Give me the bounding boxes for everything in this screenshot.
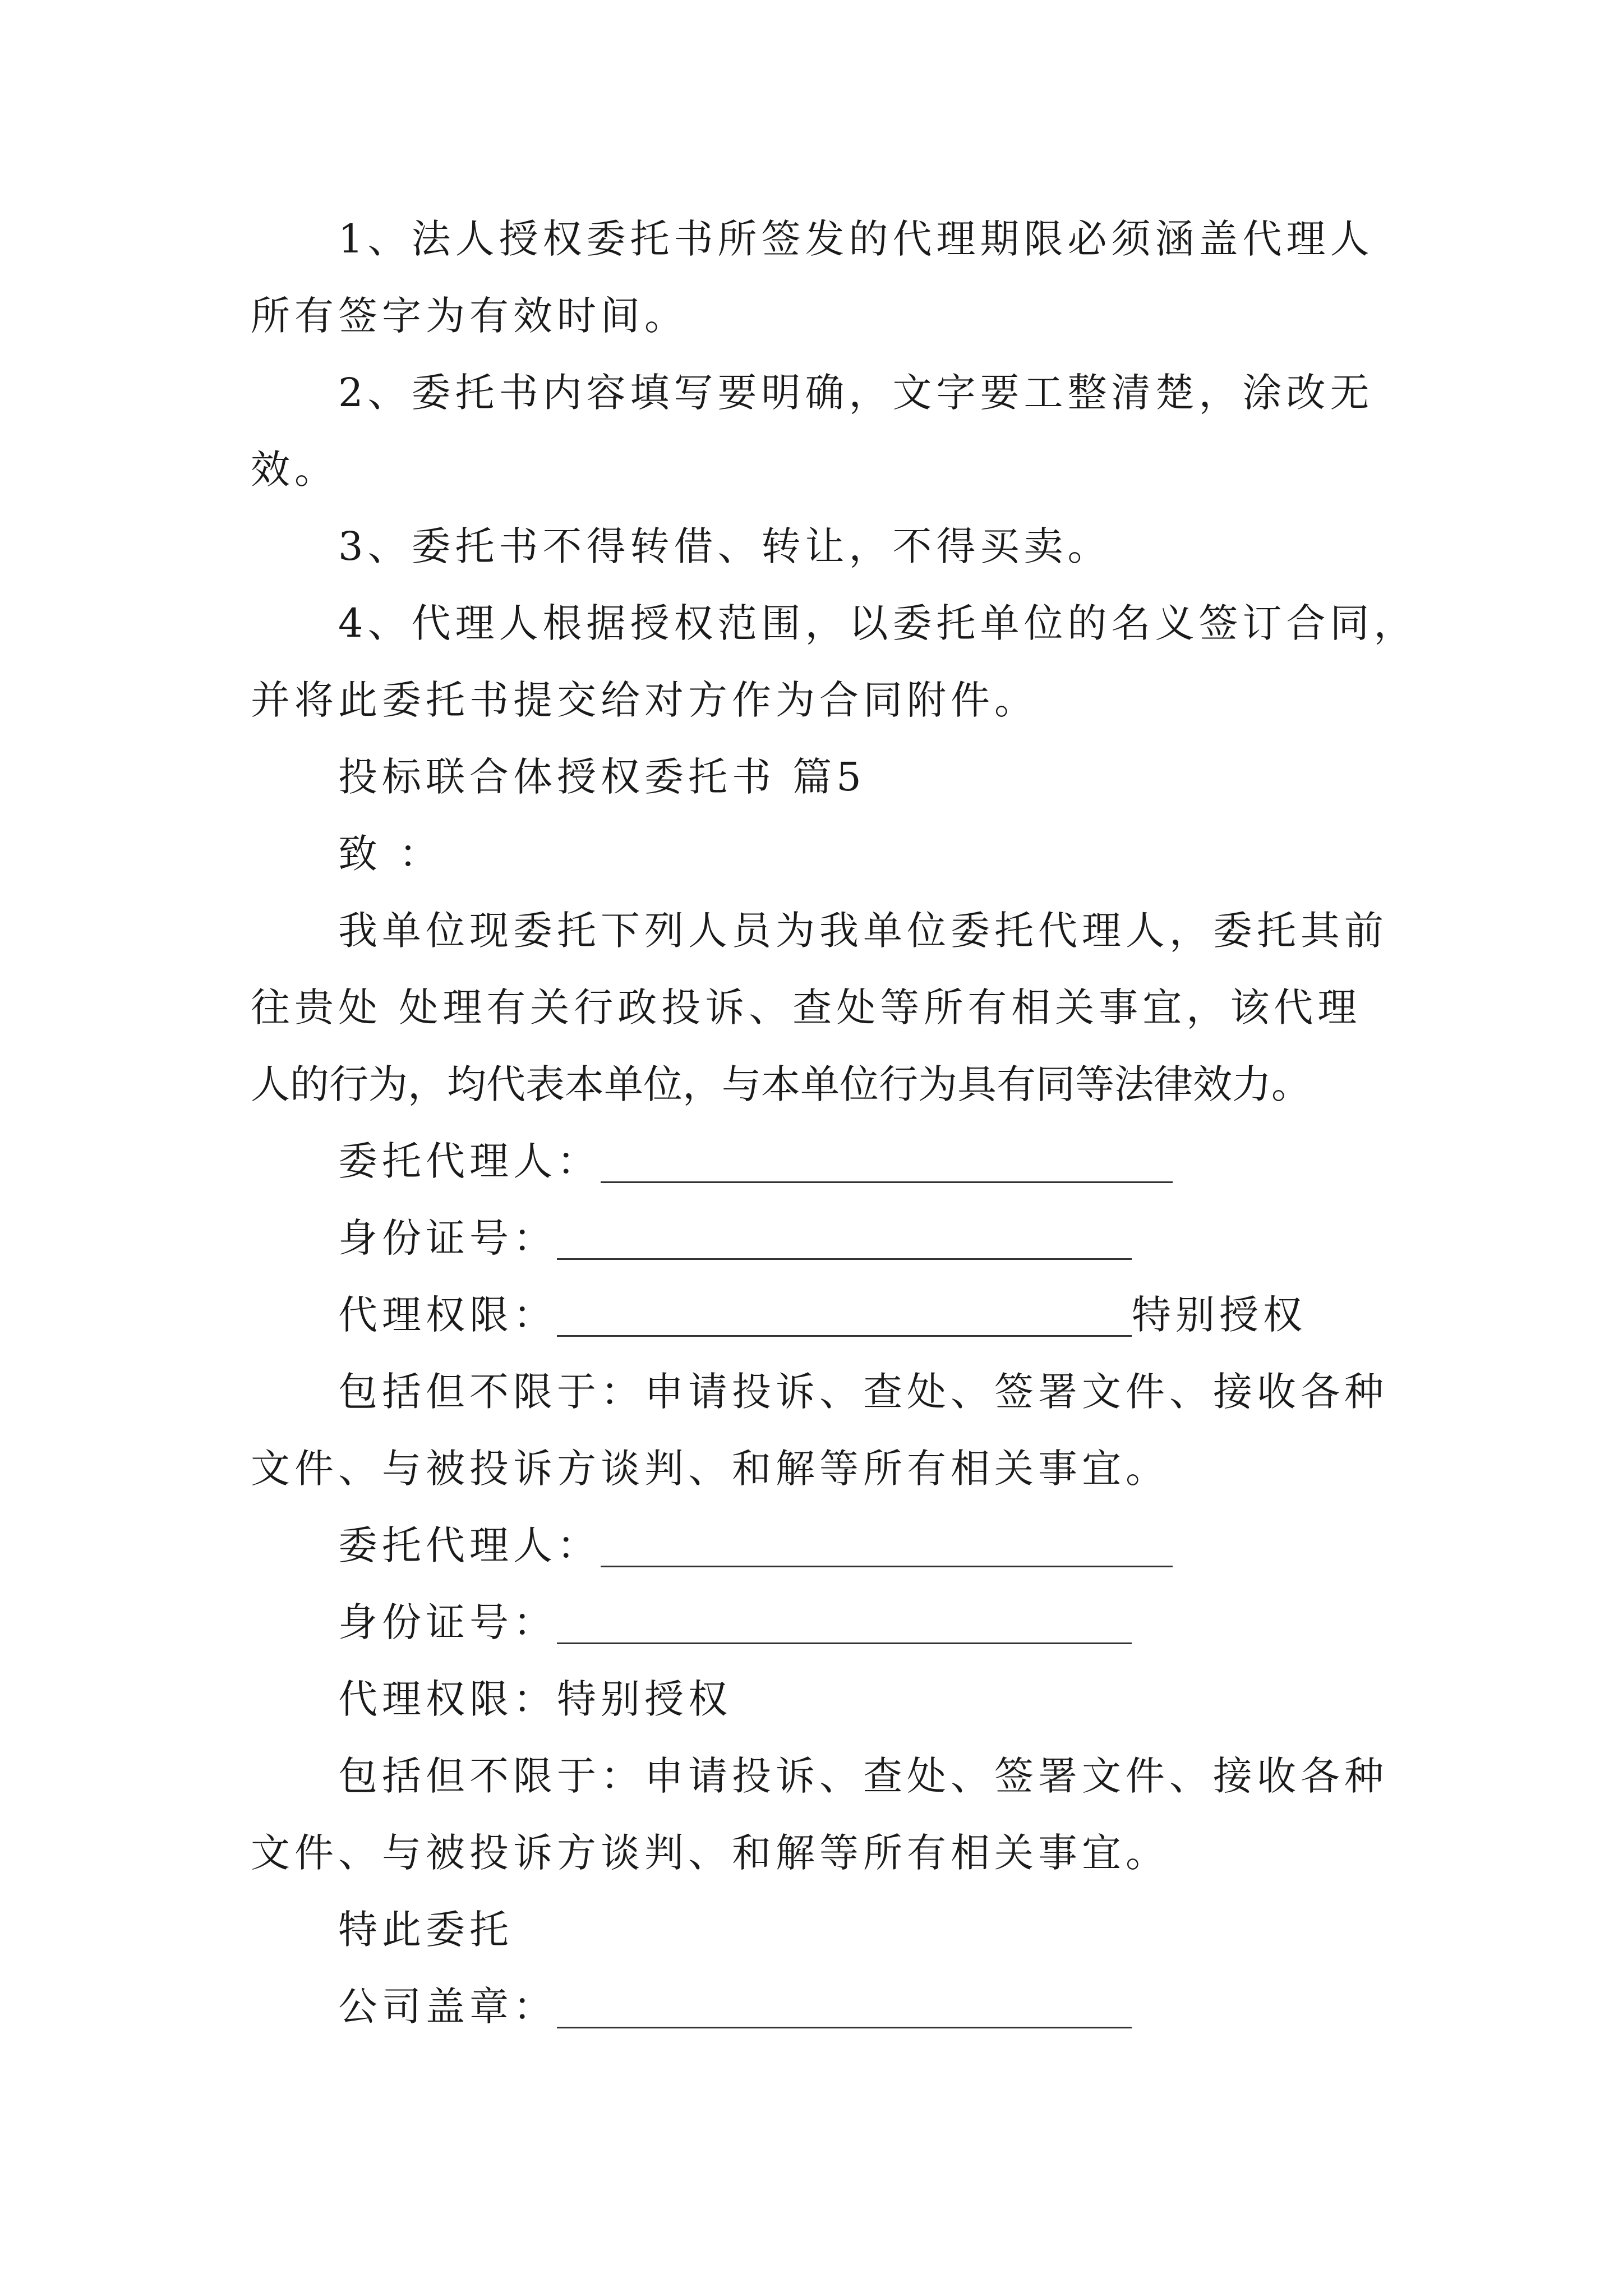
paragraph-line: 1、法人授权委托书所签发的代理期限必须涵盖代理人 <box>338 216 1374 262</box>
closing-text: 特此委托 <box>338 1907 513 1953</box>
id-blank[interactable] <box>557 1642 1132 1644</box>
seal-label: 公司盖章： <box>338 1984 557 2030</box>
section-title: 投标联合体授权委托书 篇5 <box>338 754 866 800</box>
agent-field <box>251 1123 1389 1200</box>
scope-line: 包括但不限于：申请投诉、查处、签署文件、接收各种 <box>338 1753 1388 1799</box>
seal-field <box>251 1968 1389 2045</box>
paragraph-line: 我单位现委托下列人员为我单位委托代理人，委托其前 <box>338 908 1388 954</box>
seal-blank[interactable] <box>557 2027 1132 2028</box>
agent-label: 委托代理人： <box>338 1138 601 1184</box>
addressee-line: 致 ： <box>338 831 443 877</box>
agent-label: 委托代理人： <box>338 1522 601 1568</box>
paragraph-line: 所有签字为有效时间。 <box>251 293 688 339</box>
id-label: 身份证号： <box>338 1215 557 1261</box>
id-field <box>251 1584 1389 1661</box>
scope-line: 包括但不限于：申请投诉、查处、签署文件、接收各种 <box>338 1369 1388 1415</box>
authority-label: 代理权限： <box>338 1292 557 1338</box>
id-field <box>251 1200 1389 1277</box>
paragraph-line: 效。 <box>251 447 338 493</box>
id-label: 身份证号： <box>338 1599 557 1645</box>
paragraph-line: 4、代理人根据授权范围，以委托单位的名义签订合同， <box>338 600 1418 646</box>
authority-suffix: 特别授权 <box>1132 1292 1307 1338</box>
agent-field <box>251 1507 1389 1584</box>
agent-blank[interactable] <box>601 1566 1173 1567</box>
paragraph-line: 往贵处 处理有关行政投诉、查处等所有相关事宜，该代理 <box>251 984 1362 1030</box>
authority-text: 代理权限：特别授权 <box>338 1676 732 1722</box>
scope-line: 文件、与被投诉方谈判、和解等所有相关事宜。 <box>251 1830 1169 1876</box>
paragraph-line: 3、委托书不得转借、转让，不得买卖。 <box>338 523 1112 569</box>
document-body <box>251 201 1418 2045</box>
paragraph-line: 人的行为，均代表本单位，与本单位行为具有同等法律效力。 <box>251 1061 1311 1107</box>
id-blank[interactable] <box>557 1258 1132 1260</box>
authority-blank[interactable] <box>557 1335 1132 1337</box>
authority-field <box>251 1277 1389 1354</box>
agent-blank[interactable] <box>601 1181 1173 1183</box>
paragraph-line: 并将此委托书提交给对方作为合同附件。 <box>251 677 1038 723</box>
paragraph-line: 2、委托书内容填写要明确，文字要工整清楚，涂改无 <box>338 370 1374 416</box>
scope-line: 文件、与被投诉方谈判、和解等所有相关事宜。 <box>251 1446 1169 1492</box>
